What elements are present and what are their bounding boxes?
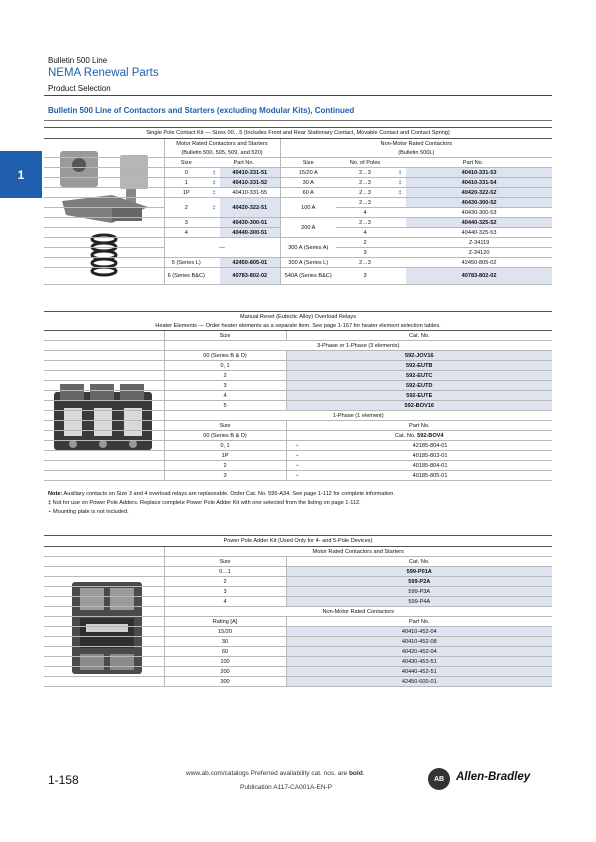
publication-number: Publication A117-CA001A-EN-P [240, 784, 333, 791]
table-row [44, 188, 552, 198]
table-cell: 592-EUTD [286, 381, 552, 391]
table-row [44, 597, 552, 607]
table-cell: 40410-452-04 [286, 627, 552, 637]
table-row [44, 351, 552, 361]
table-row [44, 168, 552, 178]
table1-caption: Single Pole Contact Kit — Sizes 00…5 (Includes Front and Rear Stationary Contact, Movable Contact and Contact Spring) [44, 128, 552, 139]
table-cell: 6 (Series B&C) [164, 268, 208, 285]
table-cell: 40440-325-52 [406, 218, 552, 228]
note-text: Auxiliary contacts on Size 3 and 4 overload relays are replaceable. Order Cat. No. 595-A34. See page 1-112 for complete information. [63, 491, 395, 497]
table-cell: 40185-803-01 [308, 451, 552, 461]
table-cell: 4 [336, 228, 394, 238]
table-cell: 40410-331-55 [220, 188, 280, 198]
table-cell: 40430-300-51 [220, 218, 280, 228]
table-cell: 100 [164, 657, 286, 667]
table-cell: 3 [164, 587, 286, 597]
table-cell: ‡ [208, 178, 220, 188]
table1-col-size: Size [164, 158, 208, 168]
table-cell: 15/20 [164, 627, 286, 637]
note-1 [48, 491, 395, 497]
table-cell: 5 (Series L) [164, 258, 208, 268]
table-cell: 0, 1 [164, 441, 286, 451]
table-cell: ‡ [208, 198, 220, 218]
table3-col-cat: Cat. No. [286, 557, 552, 567]
table-cell: 40430-300-52 [406, 198, 552, 208]
table-cell: 3 [164, 218, 208, 228]
table-row [44, 218, 552, 228]
footer-url-text: www.ab.com/catalogs Preferred availability cat. nos. are [186, 770, 348, 777]
table-cell: 300 A (Series A) [280, 238, 336, 258]
table-row [44, 441, 552, 451]
table-cell: 2 [164, 198, 208, 218]
table2-col-cat: Cat. No. [286, 331, 552, 341]
table-row [44, 637, 552, 647]
table-row [44, 361, 552, 371]
table1-group-right-sub: (Bulletin 500L) [280, 148, 552, 158]
table-cell: 1 [164, 178, 208, 188]
table-cell: 40410-331-51 [220, 168, 280, 178]
brand-name: Allen-Bradley [456, 771, 531, 783]
table-row [44, 391, 552, 401]
table-row [44, 471, 552, 481]
table-cell: 0, 1 [164, 361, 286, 371]
table-cell: Z-34120 [406, 248, 552, 258]
table-row [44, 178, 552, 188]
table-cell: 40783-802-02 [406, 268, 552, 285]
table-cell: ‡ [394, 178, 406, 188]
table-row [44, 401, 552, 411]
table-row [44, 647, 552, 657]
table-cell: 42185-804-01 [308, 441, 552, 451]
table-cell: 40440-452-51 [286, 667, 552, 677]
table1-group-left: Motor Rated Contactors and Starters [164, 139, 280, 149]
table-cell: 40430-300-53 [406, 208, 552, 218]
table-cell: 40410-452-08 [286, 637, 552, 647]
table-cell: 3 [164, 471, 286, 481]
table-cell: 42450-600-01 [286, 677, 552, 687]
page-number: 1-158 [48, 773, 79, 787]
table-cell: 599-P01A [286, 567, 552, 577]
table-cell: ‡ [394, 188, 406, 198]
table-cell: 3 [336, 268, 394, 285]
table-cell: 2…3 [336, 168, 394, 178]
table2-group1: 3-Phase or 1-Phase (3 elements) [164, 341, 552, 351]
note-label: Note: [48, 491, 63, 497]
table-cell: 40430-453-51 [286, 657, 552, 667]
table-cell: 2 [164, 461, 286, 471]
table-cell: 592-EUTC [286, 371, 552, 381]
table1-group-right: Non-Motor Rated Contactors [280, 139, 552, 149]
header-divider [44, 95, 552, 96]
table-cell: 592-EUTB [286, 361, 552, 371]
table-cell: 40410-331-52 [220, 178, 280, 188]
table1-group-left-sub: (Bulletin 500, 505, 509, and 520) [164, 148, 280, 158]
allen-bradley-logo: AB [428, 768, 450, 790]
table-cell: 40783-802-02 [220, 268, 280, 285]
table-cell: 2…3 [336, 198, 394, 208]
table3-col-rating: Rating [A] [164, 617, 286, 627]
cat-no-prefix: Cat. No. [395, 432, 416, 439]
table2-col-part2: Part No. [286, 421, 552, 431]
table3-col-part: Part No. [286, 617, 552, 627]
table-row [44, 587, 552, 597]
table-cell [286, 431, 552, 441]
table-cell: 3 [164, 381, 286, 391]
table-cell: ‡ [208, 188, 220, 198]
table2-col-size2: Size [164, 421, 286, 431]
table-cell: 42450-805-02 [406, 258, 552, 268]
table3-group1: Motor Rated Contactors and Starters [164, 547, 552, 557]
table-cell: 30 A [280, 178, 336, 188]
page-title: NEMA Renewal Parts [48, 67, 159, 79]
cat-no-value: 592-BOV4 [417, 432, 444, 439]
table-cell: 40420-322-51 [220, 198, 280, 218]
table3-col-size: Size [164, 557, 286, 567]
table2-caption: Manual Reset (Eutectic Alloy) Overload Relays [44, 312, 552, 322]
table-cell: 60 [164, 647, 286, 657]
table-cell: 2 [336, 238, 394, 248]
table-cell: 599-P3A [286, 587, 552, 597]
table-cell: 4 [164, 228, 208, 238]
table-cell: 200 [164, 667, 286, 677]
table-cell: 15/20 A [280, 168, 336, 178]
table-cell: 30 [164, 637, 286, 647]
table-cell: 4 [336, 208, 394, 218]
table-cell: 3 [336, 248, 394, 258]
table-cell: 4 [164, 391, 286, 401]
table-row [44, 381, 552, 391]
section-title: Bulletin 500 Line of Contactors and Starters (excluding Modular Kits), Continued [48, 106, 355, 115]
table-cell: 599-P4A [286, 597, 552, 607]
table-cell: 599-P2A [286, 577, 552, 587]
table-cell: 40410-331-53 [406, 168, 552, 178]
table-cell: 592-BOV16 [286, 401, 552, 411]
table-cell: ‡ [208, 168, 220, 178]
table-cell: 1P [164, 451, 286, 461]
table-cell: 42450-805-01 [220, 258, 280, 268]
table-cell: 40410-331-54 [406, 178, 552, 188]
table-cell: 200 A [280, 218, 336, 238]
power-pole-adder-table [44, 535, 552, 687]
table-cell: ⋆ [286, 441, 308, 451]
table2-group2: 1-Phase (1 element) [164, 411, 552, 421]
overload-relay-heater-table [44, 311, 552, 481]
table-row [44, 657, 552, 667]
table1-col-size2: Size [280, 158, 336, 168]
table2-col-size: Size [164, 331, 286, 341]
table-row [44, 667, 552, 677]
table-cell: 592-EUTE [286, 391, 552, 401]
table-row [44, 627, 552, 637]
table-cell: 00 (Series B & D) [164, 351, 286, 361]
single-pole-contact-kit-table [44, 127, 552, 285]
table-cell: — [164, 238, 280, 258]
table-cell: 2 [164, 371, 286, 381]
bulletin-line: Bulletin 500 Line [48, 56, 108, 65]
table-cell: 2…3 [336, 218, 394, 228]
table-cell: 40185-804-01 [308, 461, 552, 471]
table-cell: 40185-805-01 [308, 471, 552, 481]
table-row [44, 677, 552, 687]
table-cell: 300 A (Series L) [280, 258, 336, 268]
table3-caption: Power Pole Adder Kit (Used Only for 4- and 5-Pole Devices) [44, 536, 552, 547]
table-cell: 00 (Series B & D) [164, 431, 286, 441]
table1-col-part: Part No. [208, 158, 280, 168]
table-row [44, 451, 552, 461]
table-row [44, 258, 552, 268]
table-cell: 40440-300-51 [220, 228, 280, 238]
table3-group2: Non-Motor Rated Contactors [164, 607, 552, 617]
table-row [44, 431, 552, 441]
table-row [44, 238, 552, 248]
table-cell: 0…1 [164, 567, 286, 577]
table-cell: 2…3 [336, 178, 394, 188]
table-cell: 300 [164, 677, 286, 687]
table-cell: 2…3 [336, 188, 394, 198]
table-cell: 40420-322-52 [406, 188, 552, 198]
table-cell: 1P [164, 188, 208, 198]
table-cell: 100 A [280, 198, 336, 218]
table-cell: 5 [164, 401, 286, 411]
table-row [44, 371, 552, 381]
note-3: ⋆ Mounting plate is not included. [48, 509, 129, 515]
table-row [44, 577, 552, 587]
table-cell: 2…3 [336, 258, 394, 268]
table-cell: ⋆ [286, 451, 308, 461]
table-row [44, 268, 552, 285]
chapter-tab: 1 [0, 151, 42, 198]
section-divider [44, 120, 552, 121]
table-cell: 60 A [280, 188, 336, 198]
table-cell: 540A (Series B&C) [280, 268, 336, 285]
table-cell: 2 [164, 577, 286, 587]
page-subtitle: Product Selection [48, 84, 111, 93]
table2-caption-detail: Heater Elements — Order heater elements as a separate item. See page 1-167 for heater element selection tables. [44, 321, 552, 331]
table1-col-poles: No. of Poles [336, 158, 394, 168]
table1-col-part2: Part No. [394, 158, 552, 168]
table-cell: Z-34119 [406, 238, 552, 248]
table-row [44, 567, 552, 577]
table-cell: ⋆ [286, 471, 308, 481]
footer-url-line: www.ab.com/catalogs Preferred availability cat. nos. are bold. [186, 770, 365, 777]
note-2: ‡ Not for use on Power Pole Adders. Replace complete Power Pole Adder Kit with one selected from the listing on page 1-112. [48, 500, 361, 506]
table-cell: 592-JOV16 [286, 351, 552, 361]
table-cell: 4 [164, 597, 286, 607]
footer-bold-word: bold [348, 770, 363, 777]
table-cell: ⋆ [286, 461, 308, 471]
table-cell: 40420-452-04 [286, 647, 552, 657]
table-cell: 0 [164, 168, 208, 178]
table-row [44, 198, 552, 208]
table-cell: 40440-325-53 [406, 228, 552, 238]
table-row [44, 461, 552, 471]
table-cell: ‡ [394, 168, 406, 178]
